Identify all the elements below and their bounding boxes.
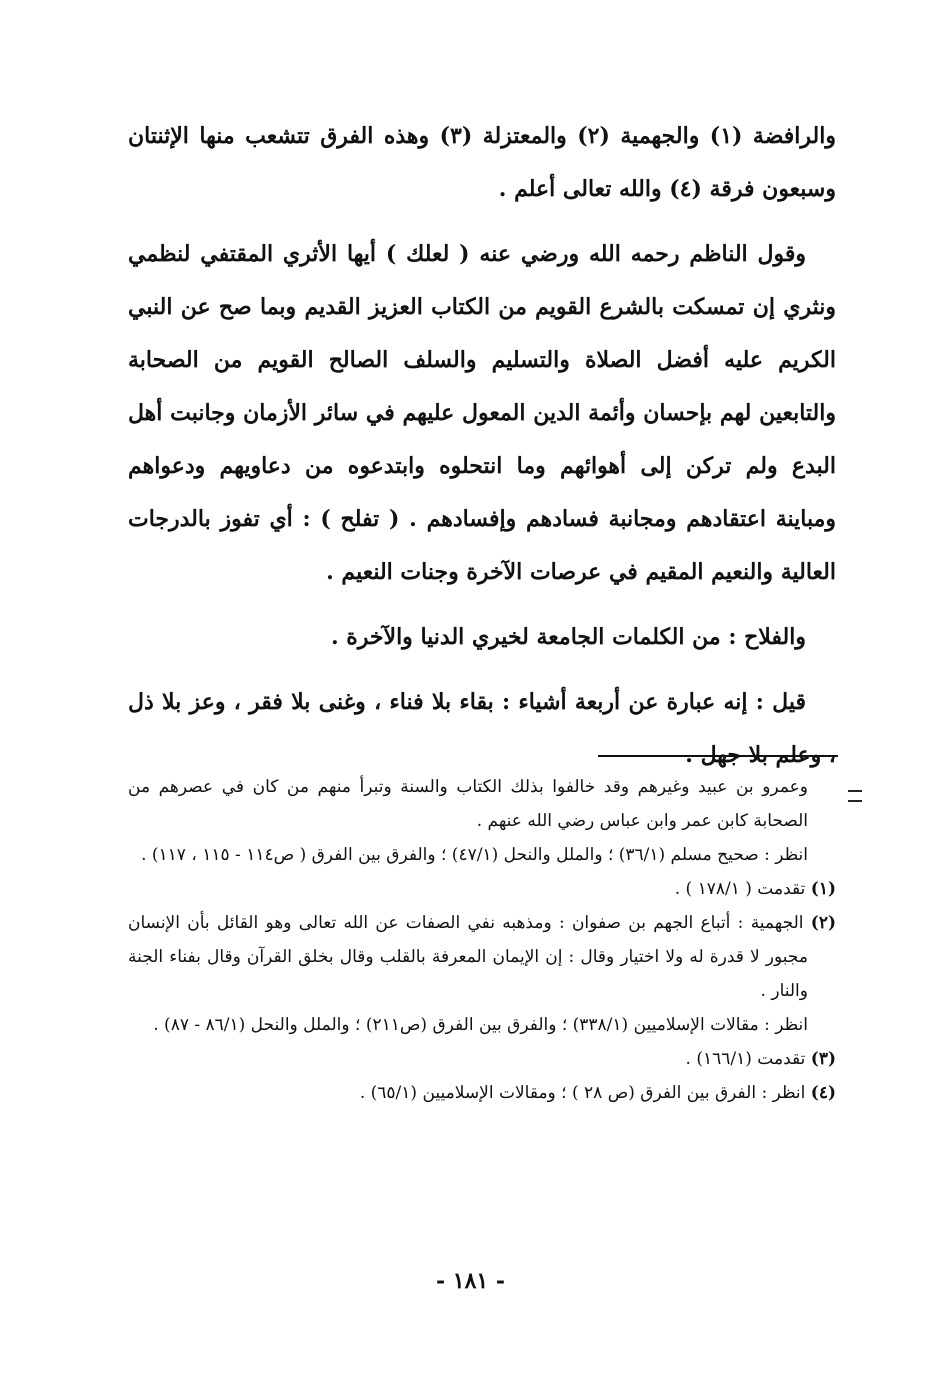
footnote-number: (١) — [810, 879, 836, 899]
paragraph-2: وقول الناظم رحمه الله ورضي عنه ( لعلك ) أيها الأثري المقتفي لنظمي ونثري إن تمسكت بالشرع القويم من الكتاب العزيز القديم وبما صح عن النبي الكريم عليه أفضل الصلاة والتسليم والسلف الصالح القويم من الصحابة والتابعين لهم بإحسان وأئمة الدين المعول عليهم في سائر الأزمان وجانبت أهل البدع ولم تركن إلى أهوائهم وما انتحلوه وابتدعوه من دعاويهم ودعواهم ومباينة اعتقادهم ومجانبة فسادهم وإفسادهم . ( تفلح ) : أي تفوز بالدرجات العالية والنعيم المقيم في عرصات الآخرة وجنات النعيم . — [128, 241, 836, 585]
footnotes — [128, 770, 836, 1110]
footnote-text: الجهمية : أتباع الجهم بن صفوان : ومذهبه نفي الصفات عن الله تعالى وهو القائل بأن الإنسان مجبور لا قدرة له ولا اختيار وقال : إن الإيمان المعرفة بالقلب وقال بخلق القرآن وقال بفناء الجنة والنار . — [128, 913, 808, 1001]
footnote-2 — [128, 906, 836, 1008]
paragraph-4: قيل : إنه عبارة عن أربعة أشياء : بقاء بلا فناء ، وغنى بلا فقر ، وعز بلا ذل ، وعلم بلا جهل . — [128, 689, 836, 768]
footnote-continuation: وعمرو بن عبيد وغيرهم وقد خالفوا بذلك الكتاب والسنة وتبرأ منهم من كان في عصرهم من الصحابة كابن عمر وابن عباس رضي الله عنهم . — [128, 777, 808, 831]
paragraph-1: والرافضة (١) والجهمية (٢) والمعتزلة (٣) وهذه الفرق تتشعب منها الإثنتان وسبعون فرقة (٤) والله تعالى أعلم . — [128, 123, 836, 202]
footnote-text: تقدمت ( ١٧٨/١ ) . — [674, 879, 806, 899]
footnote-text: انظر : الفرق بين الفرق (ص ٢٨ ) ؛ ومقالات الإسلاميين (٦٥/١) . — [359, 1083, 806, 1103]
footnote-number: (٢) — [810, 913, 836, 933]
footnote-continuation-reference: انظر : صحيح مسلم (٣٦/١) ؛ والملل والنحل (٤٧/١) ؛ والفرق بين الفرق ( ص١١٤ - ١١٥ ، ١١٧) . — [141, 845, 808, 865]
footnote-2-reference: انظر : مقالات الإسلاميين (٣٣٨/١) ؛ والفرق بين الفرق (ص٢١١) ؛ والملل والنحل (٨٦/١ - ٨٧) . — [153, 1015, 808, 1035]
footnote-1 — [128, 872, 836, 906]
footnote-text: تقدمت (١٦٦/١) . — [685, 1049, 806, 1069]
footnote-4 — [128, 1076, 836, 1110]
footnote-number: (٣) — [810, 1049, 836, 1069]
footnote-separator — [598, 755, 838, 757]
footnote-3 — [128, 1042, 836, 1076]
margin-mark — [848, 790, 862, 802]
paragraph-3: والفلاح : من الكلمات الجامعة لخيري الدنيا والآخرة . — [330, 624, 806, 650]
main-text — [128, 110, 836, 794]
footnote-number: (٤) — [810, 1083, 836, 1103]
page-number: - ١٨١ - — [435, 1268, 506, 1294]
